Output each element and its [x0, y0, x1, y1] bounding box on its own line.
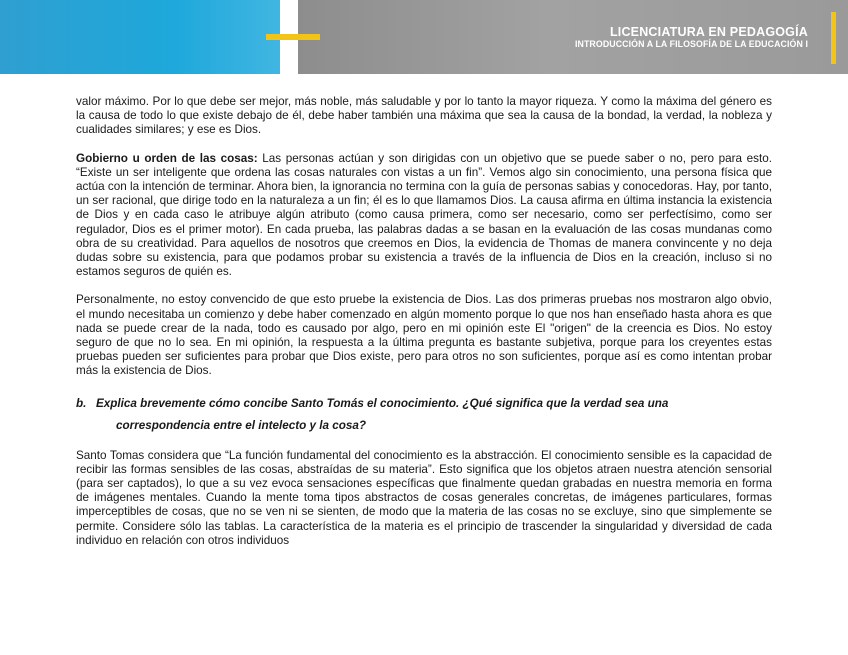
paragraph-2-text: Las personas actúan y son dirigidas con un objetivo que se puede saber o no, pero para esto. “Existe un ser inteligente que ordena las cosas naturales con vistas a un fin”. Vemos algo sin conocimiento, una persona física que actúa con la intención de terminar. Ahora bien, la ignorancia no termina con la guía de personas sabias y conocedoras. Hay, por tanto, un ser racional, que dirige todo en la naturaleza a un fin; él es lo que llamamos Dios. La causa afirma en última instancia la existencia de Dios y en cada caso le atribuye algún atributo (como causa primera, como ser necesario, como ser perfectísimo, como ser regulador, Dios es el primer motor). En cada prueba, las palabras dadas a se basan en la evaluación de las cosas mundanas como obra de su creatividad. Para aquellos de nosotros que creemos en Dios, la evidencia de Thomas de manera convincente y no deja dudas sobre su existencia, para que podamos probar su existencia a través de la influencia de Dios en la creación, incluso si no estamos seguros de quién es. [76, 151, 772, 279]
question-line-2: correspondencia entre el intelecto y la cosa? [116, 418, 367, 432]
question-line-1: Explica brevemente cómo concibe Santo Tomás el conocimiento. ¿Qué significa que la verdad sea una [96, 396, 669, 410]
paragraph-2 [76, 152, 772, 280]
paragraph-3: Personalmente, no estoy convencido de que esto pruebe la existencia de Dios. Las dos primeras pruebas nos mostraron algo obvio, el mundo necesitaba un comienzo y debe haber comenzado en algún momento porque lo que nos han enseñado hasta ahora es que nada se puede crear de la nada, todo es causado por algo, pero en mi opinión este El "origen" de la creencia es Dios. No estoy seguro de que no lo sea. En mi opinión, la respuesta a la última pregunta es bastante subjetiva, porque para los creyentes estas pruebas pueden ser suficientes para probar que Dios existe, pero para otros no son suficientes, porque así es como intentan probar más la existencia de Dios. [76, 293, 772, 378]
header-blue-band [0, 0, 290, 74]
paragraph-1: valor máximo. Por lo que debe ser mejor, más noble, más saludable y por lo tanto la mayor riqueza. Y como la máxima del género es la causa de todo lo que existe debajo de él, debe haber también una máxima que sea la causa de la bondad, la verdad, la nobleza y cualidades similares; y ese es Dios. [76, 95, 772, 137]
question-label: b. [76, 396, 87, 410]
page-header [0, 0, 848, 74]
course-title: INTRODUCCIÓN A LA FILOSOFÍA DE LA EDUCACIÓN I [574, 38, 808, 49]
paragraph-2-heading: Gobierno u orden de las cosas: [76, 151, 258, 165]
document-body [76, 95, 772, 548]
paragraph-4: Santo Tomas considera que “La función fundamental del conocimiento es la abstracción. El conocimiento sensible es la capacidad de recibir las formas sensibles de las cosas, abstraídas de su materia”. Esto significa que los objetos atraen nuestra atención sensorial (para ser captados), lo que a su vez evoca sensaciones específicas que finalmente quedan grabadas en nuestra memoria en forma de imágenes mentales. Cuando la mente toma tipos abstractos de cosas generales concretas, de imágenes particulares, formas imperceptibles de cosas, que no se ven ni se sienten, de modo que la materia de las cosas no se excluye, sino que simplemente se permite. Considere sólo las tablas. La característica de la materia es el principio de trascender la singularidad y diversidad de cada individuo en relación con otros individuos [76, 448, 772, 547]
program-title: LICENCIATURA EN PEDAGOGÍA [609, 25, 808, 39]
header-accent-vertical [831, 12, 836, 64]
header-title [575, 26, 808, 49]
header-accent-bar [266, 34, 320, 40]
question-b [76, 393, 772, 437]
